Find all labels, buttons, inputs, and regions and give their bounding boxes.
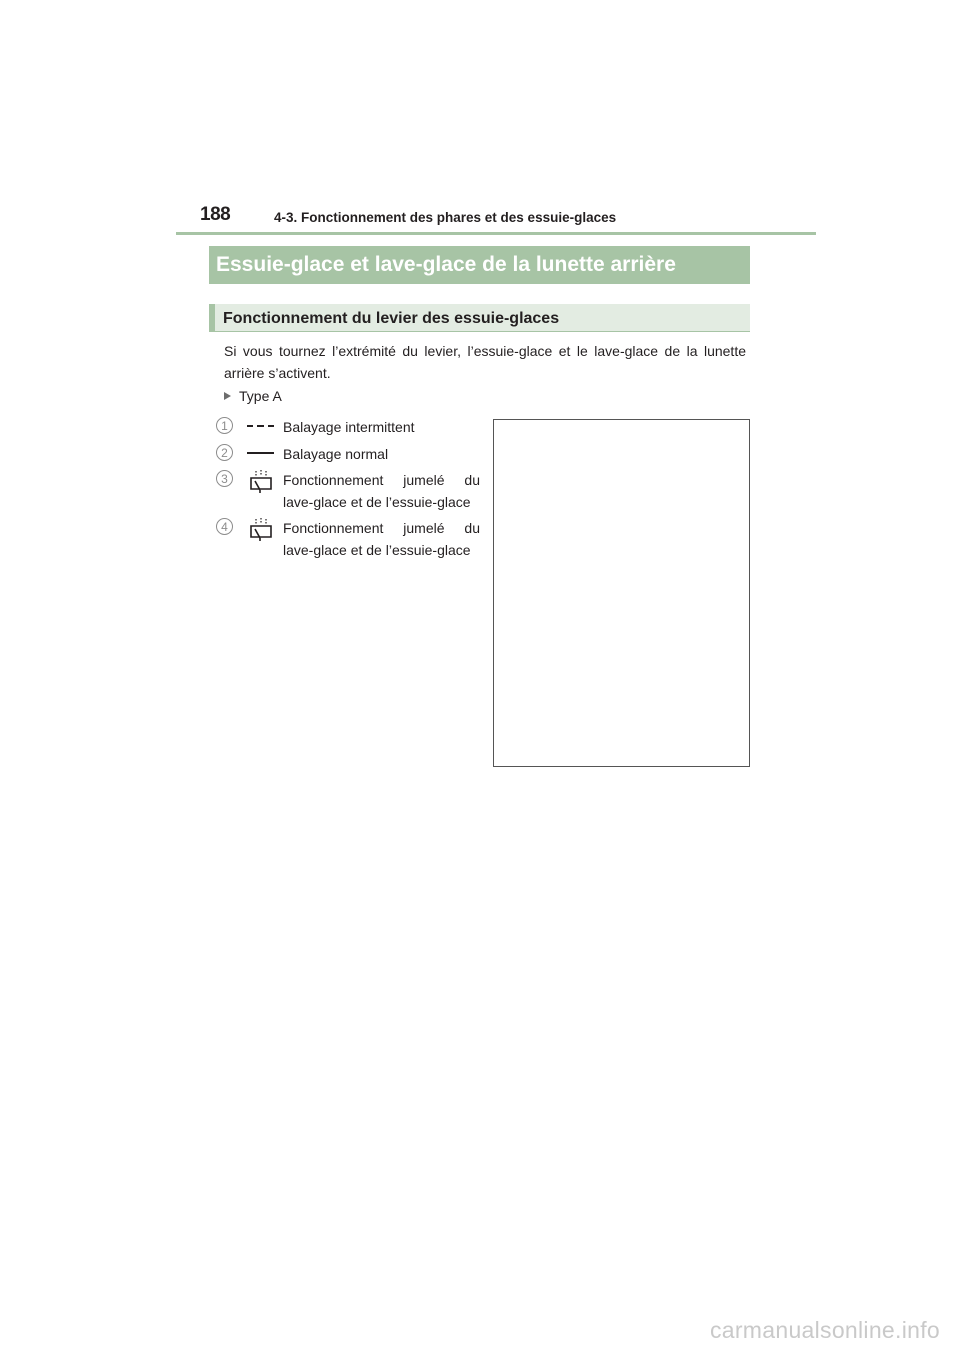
washer-spray-icon	[246, 517, 276, 541]
sub-title: Fonctionnement du levier des essuie-glaces	[209, 304, 750, 332]
list-item	[216, 469, 480, 515]
item-number: 1	[216, 417, 233, 434]
page-number: 188	[200, 204, 231, 225]
watermark: carmanualsonline.info	[709, 1317, 940, 1343]
type-label: Type A	[239, 388, 282, 404]
item-label: Fonctionnement jumelé du lave-glace et de l’essuie-glace	[283, 520, 480, 558]
list-item	[216, 416, 480, 440]
main-title: Essuie-glace et lave-glace de la lunette arrière	[209, 246, 750, 284]
list-item	[216, 443, 480, 467]
intermittent-dashes-icon	[246, 416, 276, 436]
type-label-row	[224, 388, 282, 404]
washer-spray-icon	[246, 469, 276, 493]
item-label: Fonctionnement jumelé du lave-glace et de l’essuie-glace	[283, 472, 480, 510]
illustration-frame	[493, 419, 750, 767]
item-label: Balayage normal	[283, 446, 389, 462]
item-number: 3	[216, 470, 233, 487]
section-reference: 4-3. Fonctionnement des phares et des essuie-glaces	[274, 210, 617, 225]
solid-line-icon	[246, 443, 276, 463]
intro-paragraph: Si vous tournez l’extrémité du levier, l’essuie-glace et le lave-glace de la lunette arrière s’activent.	[224, 343, 746, 381]
item-number: 2	[216, 444, 233, 461]
triangle-bullet-icon	[224, 392, 231, 400]
header-divider	[176, 232, 816, 235]
item-number: 4	[216, 518, 233, 535]
list-item	[216, 517, 480, 563]
item-label: Balayage intermittent	[283, 419, 415, 435]
